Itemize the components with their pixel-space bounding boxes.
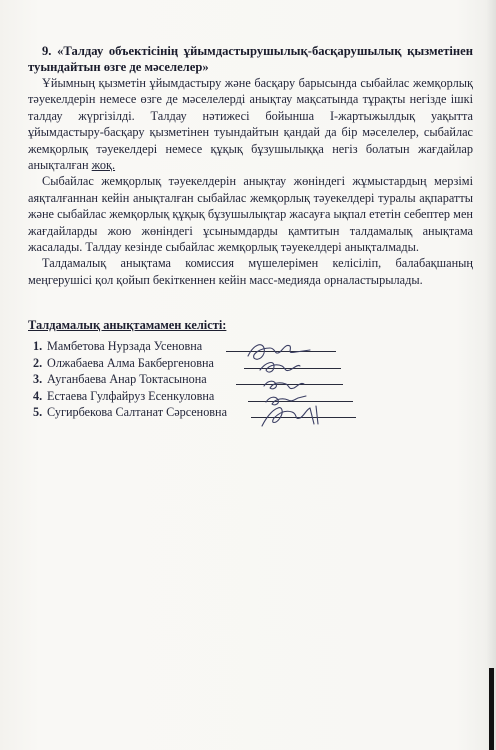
paragraph-3-text: Талдамалық анықтама комиссия мүшелерімен келісіліп, балабақшаның меңгерушісі қол қойып бекіткеннен кейін масс-медияда орналастырылады. [28, 256, 473, 287]
signature-5 [262, 406, 318, 426]
section-heading: 9. «Талдау объектісінің ұйымдастырушылық-басқарушылық қызметінен туындайтын өзге де мәселелер» [28, 44, 473, 74]
member-name: Мамбетова Нурзада Усеновна [47, 339, 203, 353]
member-number: 4. [33, 388, 43, 403]
member-number: 5. [33, 405, 43, 419]
signature-4 [266, 396, 306, 405]
scan-edge-mark [489, 668, 494, 750]
member-number: 2. [33, 355, 43, 370]
member-name: Олжабаева Алма Бакбергеновна [47, 355, 214, 370]
paragraph-2 [28, 173, 473, 255]
member-number: 3. [33, 372, 43, 386]
signature-1 [248, 345, 310, 360]
signature-3 [264, 381, 304, 389]
signature-2 [260, 363, 300, 373]
paragraph-3 [28, 255, 473, 288]
paragraph-1-tail: жоқ. [91, 158, 116, 173]
paragraph-1-text: Ұйымның қызметін ұйымдастыру және басқару барысында сыбайлас жемқорлық тәуекелдерін немесе өзге де мәселелерді анықтау мақсатында тұрақты негізде ішкі талдау жүргізілді. Талдау нәтижесі бойынша I-жартыжылдық уақытта ұйымдастыру-басқару қызметінен туындайтын қандай да бір мәселелер, сыбайлас жемқорлық тәуекелдері немесе құқық бұзушылыққа негіз болатын жағдайлар анықталған [28, 76, 473, 173]
member-number: 1. [33, 339, 43, 353]
member-name: Сугирбекова Салтанат Сәрсеновна [47, 405, 227, 419]
commission-title: Талдамалық анықтамамен келісті: [28, 318, 227, 332]
handwritten-signatures [240, 334, 350, 434]
paragraph-1 [28, 75, 473, 173]
body-text [28, 75, 473, 288]
member-name: Ауганбаева Анар Токтасынона [47, 372, 207, 386]
paragraph-2-text: Сыбайлас жемқорлық тәуекелдерін анықтау жөніндегі жұмыстардың мерзімі аяқталғаннан кейін анықталған сыбайлас жемқорлық тәуекелдері туралы ақпаратты және сыбайлас жемқорлық құқық бұзушылықтар жасауға ықпал ететін себептер мен жағдайларды жою жөніндегі ұсынымдарды қамтитын талдамалық анықтама жасалады. Талдау кезінде сыбайлас жемқорлық тәуекелдері анықталмады. [28, 174, 473, 255]
scan-edge-shadow [486, 0, 496, 750]
member-name: Естаева Гулфайруз Есенкуловна [47, 388, 215, 403]
